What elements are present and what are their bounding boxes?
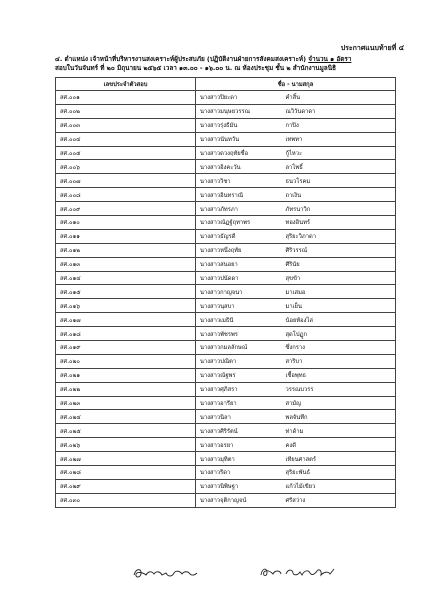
table-row	[56, 368, 396, 382]
last-name-cell: ศรีสว่าง	[282, 493, 396, 507]
table-row	[56, 271, 396, 285]
last-name-cell: ถาเงิน	[282, 188, 396, 202]
heading-line2: สอบในวันจันทร์ ที่ ๒๐ มิถุนายน ๒๕๖๕ เวลา ๑๓.๐๐ - ๑๖.๐๐ น. ณ ห้องประชุม ชั้น ๒ สำนักงานมูลนิธิ	[55, 64, 336, 72]
table-row	[56, 410, 396, 424]
exam-id-cell: สศ.๐๑๔	[56, 271, 196, 285]
last-name-cell: สุริยะวิภาดา	[282, 229, 396, 243]
table-body	[56, 91, 396, 508]
header-exam-id: เลขประจำตัวสอบ	[56, 78, 196, 91]
exam-id-cell: สศ.๐๒๙	[56, 479, 196, 493]
last-name-cell: ซึ่งกราง	[282, 341, 396, 355]
first-name-cell: นางสาวมนุษยวรรณ	[196, 104, 282, 118]
exam-id-cell: สศ.๐๒๑	[56, 368, 196, 382]
last-name-cell: กาปิง	[282, 118, 396, 132]
first-name-cell: นางสาวพัชรพร	[196, 327, 282, 341]
handwritten-signature-right	[258, 563, 338, 581]
exam-id-cell: สศ.๐๑๑	[56, 229, 196, 243]
attachment-label: ประกาศแนบท้ายที่ ๔	[340, 44, 404, 52]
last-name-cell: ท่าด้าม	[282, 424, 396, 438]
exam-id-cell: สศ.๐๑๕	[56, 285, 196, 299]
last-name-cell: วรรณบวรร	[282, 382, 396, 396]
table-row	[56, 299, 396, 313]
last-name-cell: เทพทา	[282, 132, 396, 146]
first-name-cell: นางสาวกมลลักษณ์	[196, 341, 282, 355]
table-row	[56, 257, 396, 271]
first-name-cell: นางสาวจุติกาญจน์	[196, 493, 282, 507]
first-name-cell: นางสาวปิยะดา	[196, 91, 282, 105]
first-name-cell: นางสาวณัฏฐ์ฤทาพร	[196, 216, 282, 230]
first-name-cell: นางสาวศิริรัตน์	[196, 424, 282, 438]
exam-id-cell: สศ.๐๑๘	[56, 327, 196, 341]
last-name-cell: ทองอินทร์	[282, 216, 396, 230]
table-row	[56, 313, 396, 327]
first-name-cell: นางสาวเมธินี	[196, 313, 282, 327]
exam-id-cell: สศ.๐๑๗	[56, 313, 196, 327]
table-row	[56, 174, 396, 188]
first-name-cell: นางสาวภัทรภา	[196, 202, 282, 216]
table-row	[56, 327, 396, 341]
first-name-cell: นางสาวอินทราณี	[196, 188, 282, 202]
first-name-cell: นางสาวนุสบา	[196, 299, 282, 313]
table-row	[56, 118, 396, 132]
last-name-cell: พลจันทึก	[282, 410, 396, 424]
table-row	[56, 146, 396, 160]
last-name-cell: ธนวโรคม	[282, 174, 396, 188]
exam-id-cell: สศ.๐๑๒	[56, 243, 196, 257]
exam-id-cell: สศ.๐๒๐	[56, 354, 196, 368]
last-name-cell: สามัญ	[282, 396, 396, 410]
exam-id-cell: สศ.๐๐๖	[56, 160, 196, 174]
table-row	[56, 243, 396, 257]
first-name-cell: นางสาวริดา	[196, 466, 282, 480]
header-name: ชื่อ - นามสกุล	[196, 78, 396, 91]
last-name-cell: ณวิวันดาดา	[282, 104, 396, 118]
exam-id-cell: สศ.๐๒๓	[56, 396, 196, 410]
first-name-cell: นางสาวหนึ่งฤทัย	[196, 243, 282, 257]
exam-id-cell: สศ.๐๒๔	[56, 410, 196, 424]
first-name-cell: นางสาวกาญจนา	[196, 285, 282, 299]
first-name-cell: นางสาววิชา	[196, 174, 282, 188]
exam-id-cell: สศ.๐๐๕	[56, 146, 196, 160]
first-name-cell: นางสาวมุทิตา	[196, 452, 282, 466]
exam-id-cell: สศ.๐๐๓	[56, 118, 196, 132]
last-name-cell: ศิริวรรณ์	[282, 243, 396, 257]
first-name-cell: นางสาวนิพิษฐา	[196, 479, 282, 493]
table-header-row	[56, 78, 396, 91]
last-name-cell: สุริยะพันธ์	[282, 466, 396, 480]
table-row	[56, 382, 396, 396]
last-name-cell: เทียนศาสตร์	[282, 452, 396, 466]
first-name-cell: นางสาวอารียา	[196, 396, 282, 410]
last-name-cell: คงดี	[282, 438, 396, 452]
table-row	[56, 160, 396, 174]
last-name-cell: น้อยท้องไล่	[282, 313, 396, 327]
first-name-cell: นางสาวสนอยา	[196, 257, 282, 271]
heading-line1: ๔. ตำแหน่ง เจ้าหน้าที่บริหารงานสงเคราะห์ผู้ประสบภัย (ปฏิบัติงานฝ่ายการสังคมสงเคราะห์)	[55, 55, 307, 63]
exam-id-cell: สศ.๐๐๙	[56, 202, 196, 216]
first-name-cell: นางสาวรุ่งธีมัน	[196, 118, 282, 132]
last-name-cell: สุขข้า	[282, 271, 396, 285]
exam-id-cell: สศ.๐๐๒	[56, 104, 196, 118]
first-name-cell: นางสาวณัฐพร	[196, 368, 282, 382]
table-row	[56, 479, 396, 493]
last-name-cell: ศีรินัย	[282, 257, 396, 271]
first-name-cell: นางสาวดวงฤทัยชื่อ	[196, 146, 282, 160]
first-name-cell: นางสาวอิงคะวัน	[196, 160, 282, 174]
last-name-cell: สาริบา	[282, 354, 396, 368]
exam-id-cell: สศ.๐๒๗	[56, 452, 196, 466]
handwritten-signature-left	[130, 565, 200, 581]
first-name-cell: นางสาวปนัดดา	[196, 271, 282, 285]
last-name-cell: แก้วไม้เขียว	[282, 479, 396, 493]
table-row	[56, 396, 396, 410]
table-row	[56, 424, 396, 438]
first-name-cell: นางสาวศุภิสรา	[196, 382, 282, 396]
exam-id-cell: สศ.๐๒๕	[56, 424, 196, 438]
table-row	[56, 104, 396, 118]
table-row	[56, 438, 396, 452]
first-name-cell: นางสาวปณิตา	[196, 354, 282, 368]
heading-count: จำนวน ๑ อัตรา	[308, 55, 352, 63]
first-name-cell: นางสาวนิลา	[196, 410, 282, 424]
table-row	[56, 285, 396, 299]
first-name-cell: นางสาวนันทวัน	[196, 132, 282, 146]
exam-id-cell: สศ.๐๒๘	[56, 466, 196, 480]
first-name-cell: นางสาวธัญรดี	[196, 229, 282, 243]
table-row	[56, 466, 396, 480]
last-name-cell: คำสิ้น	[282, 91, 396, 105]
table-row	[56, 493, 396, 507]
table-row	[56, 354, 396, 368]
exam-id-cell: สศ.๐๐๗	[56, 174, 196, 188]
candidate-table	[55, 77, 396, 508]
last-name-cell: มาเสมอ	[282, 285, 396, 299]
exam-id-cell: สศ.๐๒๖	[56, 438, 196, 452]
exam-id-cell: สศ.๐๑๙	[56, 341, 196, 355]
last-name-cell: กู้ไหวะ	[282, 146, 396, 160]
last-name-cell: ภัทรนาวิก	[282, 202, 396, 216]
table-row	[56, 132, 396, 146]
table-row	[56, 216, 396, 230]
last-name-cell: มาเย็น	[282, 299, 396, 313]
table-row	[56, 452, 396, 466]
first-name-cell: นางสาวอรยา	[196, 438, 282, 452]
exam-id-cell: สศ.๐๒๒	[56, 382, 196, 396]
table-row	[56, 188, 396, 202]
last-name-cell: ลาโพธิ์	[282, 160, 396, 174]
exam-id-cell: สศ.๐๐๑	[56, 91, 196, 105]
position-heading	[55, 55, 405, 73]
last-name-cell: เชื้อพุทธ	[282, 368, 396, 382]
exam-id-cell: สศ.๐๑๖	[56, 299, 196, 313]
exam-id-cell: สศ.๐๐๔	[56, 132, 196, 146]
table-row	[56, 91, 396, 105]
exam-id-cell: สศ.๐๑๐	[56, 216, 196, 230]
exam-id-cell: สศ.๐๑๓	[56, 257, 196, 271]
table-row	[56, 202, 396, 216]
table-row	[56, 229, 396, 243]
exam-id-cell: สศ.๐๓๐	[56, 493, 196, 507]
last-name-cell: สุดโปฏูก	[282, 327, 396, 341]
exam-id-cell: สศ.๐๐๘	[56, 188, 196, 202]
table-row	[56, 341, 396, 355]
